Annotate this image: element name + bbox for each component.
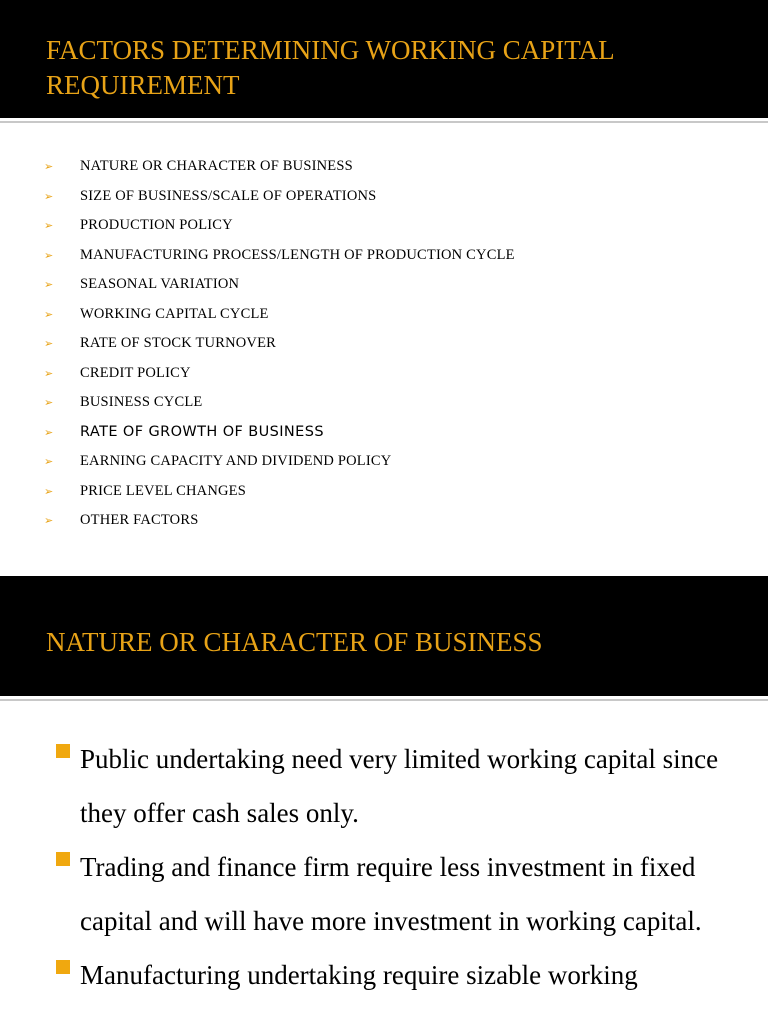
factor-label: EARNING CAPACITY AND DIVIDEND POLICY: [80, 453, 392, 469]
slide-title: FACTORS DETERMINING WORKING CAPITAL REQUIREMENT: [46, 35, 614, 100]
arrowhead-bullet-icon: ➢: [44, 366, 54, 380]
title-divider: [0, 121, 768, 123]
factor-label: WORKING CAPITAL CYCLE: [80, 305, 269, 322]
arrowhead-bullet-icon: ➢: [44, 160, 54, 173]
arrowhead-bullet-icon: ➢: [44, 484, 54, 498]
factor-label: OTHER FACTORS: [80, 512, 199, 528]
square-bullet-icon: [56, 960, 70, 974]
bullet-text: Trading and finance firm require less investment in fixed capital and will have more investment in working capital.: [80, 852, 702, 936]
bullet-text: Manufacturing undertaking require sizable working: [80, 960, 638, 990]
body-list: [0, 732, 720, 1002]
arrowhead-bullet-icon: ➢: [44, 455, 54, 468]
bullet-text: Public undertaking need very limited working capital since they offer cash sales only.: [80, 744, 719, 828]
arrowhead-bullet-icon: ➢: [44, 189, 54, 203]
arrowhead-bullet-icon: ➢: [44, 425, 54, 439]
arrowhead-bullet-icon: ➢: [44, 396, 54, 409]
factor-label: SEASONAL VARIATION: [80, 276, 240, 292]
square-bullet-icon: [56, 744, 70, 758]
factor-label: SIZE OF BUSINESS/SCALE OF OPERATIONS: [80, 187, 377, 204]
slide-nature-of-business: [0, 576, 768, 1024]
factor-label: RATE OF STOCK TURNOVER: [80, 335, 277, 351]
factor-label: CREDIT POLICY: [80, 364, 191, 381]
list-item: [0, 840, 720, 948]
factor-label: NATURE OR CHARACTER OF BUSINESS: [80, 158, 353, 174]
arrowhead-bullet-icon: ➢: [44, 219, 54, 232]
arrowhead-bullet-icon: ➢: [44, 248, 54, 262]
factor-label: PRODUCTION POLICY: [80, 217, 233, 233]
square-bullet-icon: [56, 852, 70, 866]
title-divider: [0, 699, 768, 701]
factor-label: MANUFACTURING PROCESS/LENGTH OF PRODUCTION CYCLE: [80, 246, 515, 263]
arrowhead-bullet-icon: ➢: [44, 514, 54, 527]
slide-title: NATURE OR CHARACTER OF BUSINESS: [46, 627, 543, 657]
arrowhead-bullet-icon: ➢: [44, 307, 54, 321]
list-item: [0, 948, 720, 1002]
factor-label: RATE OF GROWTH OF BUSINESS: [80, 423, 324, 440]
arrowhead-bullet-icon: ➢: [44, 337, 54, 350]
arrowhead-bullet-icon: ➢: [44, 278, 54, 291]
factor-label: PRICE LEVEL CHANGES: [80, 482, 246, 499]
factor-label: BUSINESS CYCLE: [80, 394, 203, 410]
list-item: [0, 732, 720, 840]
